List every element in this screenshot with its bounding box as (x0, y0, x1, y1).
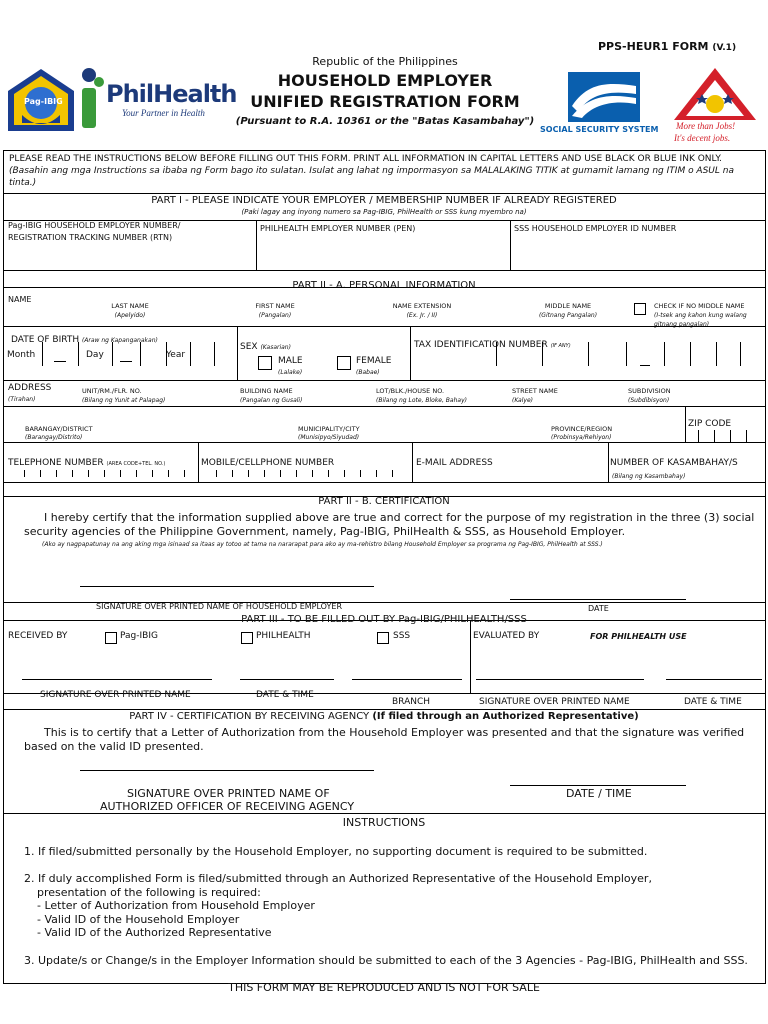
dole-logo (672, 66, 762, 148)
month-label: Month (7, 350, 36, 360)
female-label: FEMALE (356, 356, 392, 366)
dole-tagline-1: More than Jobs! (676, 121, 736, 131)
certification-text: I hereby certify that the information supplied above are true and correct for the purpose of my registration in the three (3) social security agencies of the Philippine Government, namely, Pag-IBIG, PhilHealth & SSS, as Household Employer. (24, 511, 755, 538)
sex-label-text: SEX (240, 342, 258, 352)
form-code (598, 40, 736, 53)
kasambahay-sub: (Bilang ng Kasambahay) (612, 473, 686, 480)
certification-date-label: DATE (588, 604, 609, 613)
philhealth-use-label: FOR PHILHEALTH USE (590, 632, 687, 641)
name-ext-label: NAME EXTENSION (392, 302, 452, 310)
mobile-label: MOBILE/CELLPHONE NUMBER (201, 458, 335, 468)
barangay-label: BARANGAY/DISTRICT (25, 425, 93, 433)
street-sub: (Kalye) (512, 397, 533, 404)
part4-title-bold: (If filed through an Authorized Representative) (372, 711, 639, 722)
no-middle-name-sub: (I-tsek ang kahon kung walang gitnang pangalan) (654, 312, 747, 328)
no-middle-name-checkbox[interactable] (634, 303, 646, 315)
sss-name: SOCIAL SECURITY SYSTEM (540, 125, 659, 134)
evaluated-date-label: DATE & TIME (684, 697, 742, 707)
subtitle: (Pursuant to R.A. 10361 or the "Batas Kasambahay") (235, 116, 535, 127)
instruction-item-2c: - Valid ID of the Authorized Representative (37, 926, 272, 939)
mobile-field[interactable] (200, 466, 410, 480)
sss-checkbox[interactable] (377, 632, 389, 644)
certification-sub: (Ako ay nagpapatunay na ang aking mga isinaad sa itaas ay totoo at tama na nararapat para ako ay ma-rehistro bilang Household Employer sa programa ng Pag-IBIG, PhilHealth at SSS.) (42, 541, 603, 548)
tin-field[interactable] (414, 350, 762, 370)
municipality-label: MUNICIPALITY/CITY (298, 425, 360, 433)
last-name-sub: (Apelyido) (114, 312, 146, 319)
male-label: MALE (278, 356, 303, 366)
part1-title: PART I - PLEASE INDICATE YOUR EMPLOYER / MEMBERSHIP NUMBER IF ALREADY REGISTERED (151, 195, 617, 206)
form-code-text: PPS-HEUR1 FORM (598, 40, 709, 53)
sex-sub: (Kasarian) (260, 344, 291, 351)
received-by-label: RECEIVED BY (8, 631, 68, 641)
lot-sub: (Bilang ng Lote, Bloke, Bahay) (376, 397, 467, 404)
instruction-item-3: 3. Update/s or Change/s in the Employer Information should be submitted to each of the 3 Agencies - Pag-IBIG, PhilHealth and SSS. (24, 954, 748, 967)
title-line-1: HOUSEHOLD EMPLOYER (277, 71, 493, 90)
sss-id-label: SSS HOUSEHOLD EMPLOYER ID NUMBER (514, 224, 677, 233)
tin-label-text: TAX IDENTIFICATION NUMBER (414, 340, 548, 350)
philhealth-tagline: Your Partner in Health (122, 108, 205, 118)
top-instructions-english: PLEASE READ THE INSTRUCTIONS BELOW BEFORE FILLING OUT THIS FORM. PRINT ALL INFORMATION IN CAPITAL LETTERS AND USE BLACK OR BLUE INK ONLY. (9, 154, 722, 164)
pagibig-number-label: Pag-IBIG HOUSEHOLD EMPLOYER NUMBER/ REGISTRATION TRACKING NUMBER (RTN) (8, 221, 181, 242)
subdivision-sub: (Subdibisyon) (628, 397, 670, 404)
branch-label: BRANCH (392, 697, 431, 707)
no-middle-name-label: CHECK IF NO MIDDLE NAME (654, 302, 745, 310)
evaluated-by-label: EVALUATED BY (473, 631, 540, 641)
day-label: Day (86, 350, 104, 360)
male-sub: (Lalake) (278, 369, 303, 376)
female-sub: (Babae) (356, 369, 380, 376)
tin-label (414, 340, 571, 350)
first-name-label: FIRST NAME (255, 302, 295, 310)
form-version: (V.1) (712, 43, 737, 53)
name-label: NAME (8, 295, 32, 304)
pagibig-number-field[interactable] (6, 258, 254, 270)
part2b-title: PART II - B. CERTIFICATION (318, 496, 450, 507)
part2a-title: PART II - A. PERSONAL INFORMATION (292, 280, 476, 291)
officer-signature-line2: AUTHORIZED OFFICER OF RECEIVING AGENCY (100, 800, 355, 813)
middle-name-label: MIDDLE NAME (544, 302, 592, 310)
female-checkbox[interactable] (337, 356, 351, 370)
republic-text: Republic of the Philippines (312, 55, 458, 68)
email-label: E-MAIL ADDRESS (416, 458, 493, 468)
kasambahay-label: NUMBER OF KASAMBAHAY/S (610, 458, 738, 468)
unit-sub: (Bilang ng Yunit at Palapag) (82, 397, 166, 404)
part4-title (3, 711, 765, 722)
sss-option-label: SSS (393, 631, 411, 641)
unit-label: UNIT/RM./FLR. NO. (82, 387, 142, 395)
first-name-sub: (Pangalan) (258, 312, 292, 319)
received-signature-label: SIGNATURE OVER PRINTED NAME (40, 690, 191, 700)
philhealth-pen-field[interactable] (258, 238, 508, 268)
dob-label (11, 335, 158, 345)
philhealth-logo (78, 66, 237, 132)
part1-subtitle: (Paki lagay ang inyong numero sa Pag-IBIG, PhilHealth or SSS kung myembro na) (241, 208, 527, 216)
part3-title: PART III - TO BE FILLED OUT BY Pag-IBIG/PHILHEALTH/SSS (241, 614, 527, 625)
evaluated-signature-label: SIGNATURE OVER PRINTED NAME (479, 697, 630, 707)
philhealth-option-label: PHILHEALTH (256, 631, 311, 641)
instruction-item-2a: - Letter of Authorization from Household Employer (37, 899, 315, 912)
zip-label: ZIP CODE (688, 419, 732, 429)
subdivision-label: SUBDIVISION (628, 387, 671, 395)
middle-name-sub: (Gitnang Pangalan) (538, 312, 598, 319)
instruction-item-2-id: - Valid ID of the Household Employer (37, 913, 240, 926)
address-label: ADDRESS (8, 383, 52, 393)
dob-sub: (Araw ng Kapanganakan) (81, 337, 158, 344)
dole-tagline-2: It's decent jobs. (674, 133, 731, 143)
building-sub: (Pangalan ng Gusali) (240, 397, 303, 404)
tin-sub: (IF ANY) (550, 343, 571, 349)
sex-label (240, 342, 291, 352)
pagibig-logo (6, 67, 76, 133)
telephone-label-text: TELEPHONE NUMBER (8, 458, 104, 468)
name-ext-sub: (Ex. Jr. / II) (406, 312, 438, 319)
instructions-title: INSTRUCTIONS (342, 816, 426, 829)
received-date-label: DATE & TIME (256, 690, 314, 700)
telephone-sub: (AREA CODE+TEL. NO.) (106, 461, 166, 467)
philhealth-name: PhilHealth (106, 80, 237, 108)
sss-id-field[interactable] (512, 238, 762, 268)
philhealth-pen-label: PHILHEALTH EMPLOYER NUMBER (PEN) (260, 224, 416, 233)
lot-label: LOT/BLK./HOUSE NO. (376, 387, 445, 395)
form-frame (3, 150, 766, 984)
pagibig-checkbox[interactable] (105, 632, 117, 644)
title-line-2: UNIFIED REGISTRATION FORM (250, 92, 520, 111)
last-name-label: LAST NAME (111, 302, 149, 310)
part4-date-label: DATE / TIME (566, 787, 632, 800)
municipality-sub: (Munisipyo/Siyudad) (298, 434, 360, 441)
male-checkbox[interactable] (258, 356, 272, 370)
pagibig-option-label: Pag-IBIG (120, 631, 158, 641)
sss-logo (540, 72, 668, 136)
barangay-sub: (Barangay/Distrito) (25, 434, 83, 441)
part4-text: This is to certify that a Letter of Authorization from the Household Employer was presented and that the signature was verified based on the valid ID presented. (24, 726, 745, 753)
address-sub: (Tirahan) (8, 396, 36, 403)
province-sub: (Probinsya/Rehiyon) (551, 434, 612, 441)
dob-label-text: DATE OF BIRTH (11, 335, 80, 345)
year-label: Year (166, 350, 186, 360)
top-instructions (9, 153, 761, 189)
instruction-item-2b: presentation of the following is required: (37, 886, 261, 899)
employer-signature-label: SIGNATURE OVER PRINTED NAME OF HOUSEHOLD EMPLOYER (96, 602, 343, 611)
building-label: BUILDING NAME (240, 387, 293, 395)
officer-signature-line1: SIGNATURE OVER PRINTED NAME OF (127, 787, 330, 800)
philhealth-checkbox[interactable] (241, 632, 253, 644)
instruction-item-1: 1. If filed/submitted personally by the Household Employer, no supporting document is required to be submitted. (24, 845, 648, 858)
pagibig-logo-text: Pag-IBIG (24, 97, 63, 106)
part4-title-text: PART IV - CERTIFICATION BY RECEIVING AGENCY (129, 711, 370, 722)
street-label: STREET NAME (512, 387, 558, 395)
footer-note: THIS FORM MAY BE REPRODUCED AND IS NOT FOR SALE (228, 981, 540, 994)
top-instructions-filipino: (Basahin ang mga Instructions sa ibaba ng Form bago ito sulatan. Isulat ang lahat ng impormasyon sa MALALAKING TITIK at gumamit lamang ng ITIM o ASUL na tinta.) (9, 166, 734, 188)
province-label: PROVINCE/REGION (551, 425, 613, 433)
instruction-item-2: 2. If duly accomplished Form is filed/submitted through an Authorized Representative of the Household Employer, (24, 872, 652, 885)
telephone-field[interactable] (6, 466, 196, 480)
